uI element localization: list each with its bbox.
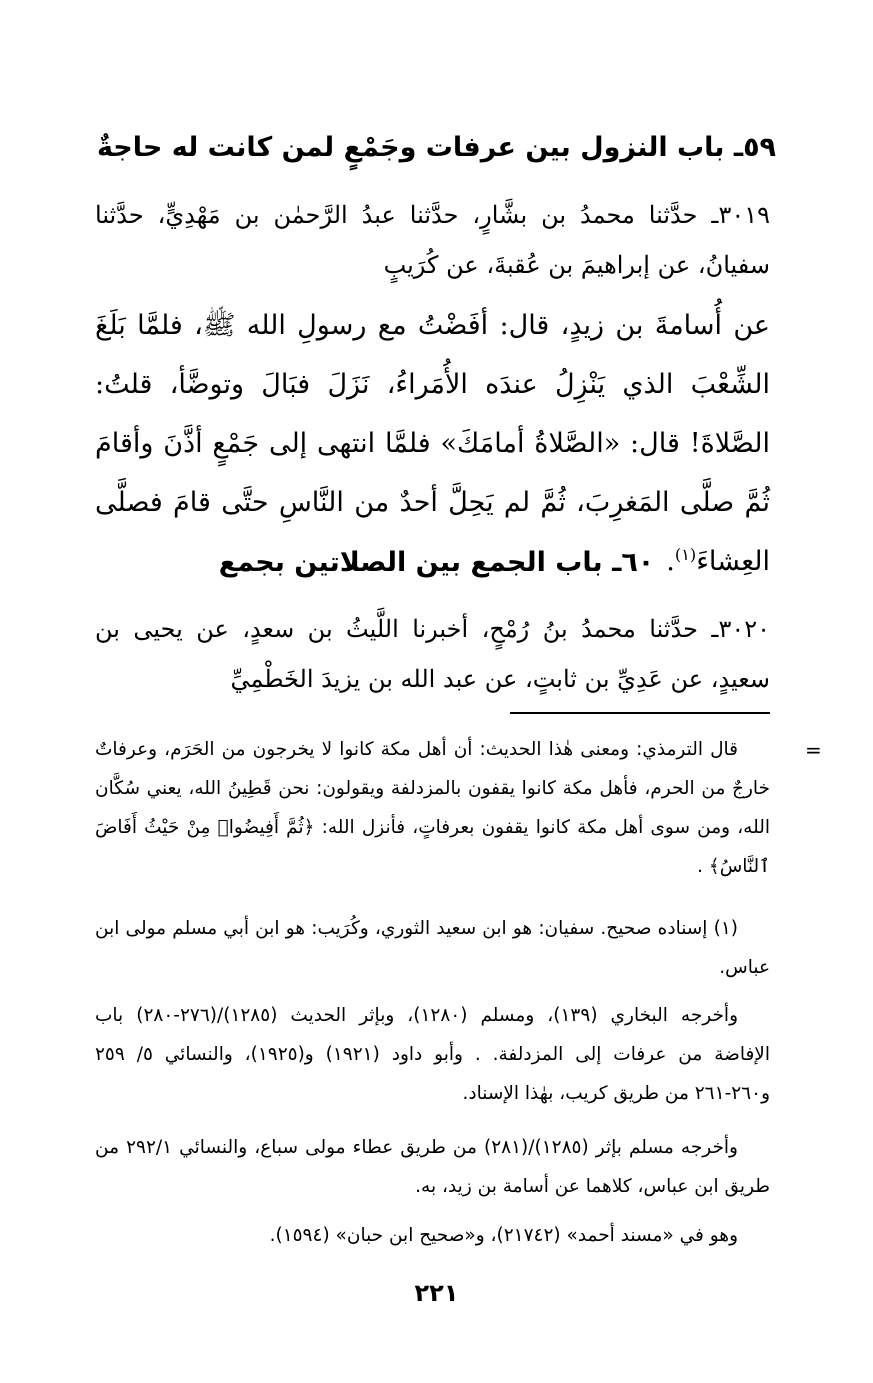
footnote-1-takhrij [95, 996, 770, 1113]
hadith-3020-isnad: ٣٠٢٠ـ حدَّثنا محمدُ بنُ رُمْحٍ، أخبرنا اللَّيثُ بن سعدٍ، عن يحيى بن سعيدٍ، عن عَدِيِّ بن ثابتٍ، عن عبد الله بن يزيدَ الخَطْمِيِّ [95, 615, 770, 693]
footnote-1-takhrij-text: وأخرجه البخاري (١٣٩)، ومسلم (١٢٨٠)، وبإثر الحديث (١٢٨٥)/(٢٧٦-٢٨٠) باب الإفاضة من عرفات إلى المزدلفة. . وأبو داود (١٩٢١) و(١٩٢٥)، والنسائي ٥/ ٢٥٩ و٢٦٠-٢٦١ من طريق كريب، بهٰذا الإسناد. [95, 1005, 770, 1104]
footnote-separator [510, 712, 770, 714]
chapter-59-heading: ٥٩ـ باب النزول بين عرفات وجَمْعٍ لمن كانت له حاجةٌ [96, 132, 777, 163]
footnote-1-takhrij-2 [95, 1128, 770, 1206]
hadith-3019-matn-text: عن أُسامةَ بن زيدٍ، قال: أفَضْتُ مع رسولِ الله ﷺ، فلمَّا بَلَغَ الشِّعْبَ الذي يَنْزِلُ عندَه الأُمَراءُ، نَزَلَ فبَالَ وتوضَّأ، قلتُ: الصَّلاةَ! قال: «الصَّلاةُ أمامَكَ» فلمَّا انتهى إلى جَمْعٍ أذَّنَ وأقامَ ثُمَّ صلَّى المَغرِبَ، ثُمَّ لم يَحِلَّ أحدٌ من النَّاسِ حتَّى قامَ فصلَّى العِشاءَ [95, 310, 770, 577]
footnote-1-text: (١) إسناده صحيح. سفيان: هو ابن سعيد الثوري، وكُرَيب: هو ابن أبي مسلم مولى ابن عباس. [95, 918, 770, 978]
page-number: ٢٢١ [414, 1279, 459, 1307]
chapter-60-heading: ٦٠ـ باب الجمع بين الصلاتين بجمع [218, 547, 655, 578]
hadith-3019-isnad: ٣٠١٩ـ حدَّثنا محمدُ بن بشَّارٍ، حدَّثنا عبدُ الرَّحمٰن بن مَهْدِيٍّ، حدَّثنا سفيانُ، عن إبراهيمَ بن عُقبةَ، عن كُرَيبٍ [95, 201, 770, 279]
footnote-ref-1: (١) [674, 545, 697, 564]
footnote-continuation-text: قال الترمذي: ومعنى هٰذا الحديث: أن أهل مكة كانوا لا يخرجون من الحَرَم، وعرفاتٌ خارجٌ من الحرم، فأهل مكة كانوا يقفون بالمزدلفة ويقولون: نحن قَطِينُ الله، يعني سُكَّان الله، ومن سوى أهل مكة كانوا يقفون بعرفاتٍ، فأنزل الله: ﴿ثُمَّ أَفِيضُوا۟ مِنْ حَيْثُ أَفَاضَ ٱلنَّاسُ﴾ . [95, 739, 770, 877]
footnote-1 [95, 909, 770, 987]
footnote-1-refs-text: وهو في «مسند أحمد» (٢١٧٤٢)، و«صحيح ابن حبان» (١٥٩٤). [269, 1225, 738, 1246]
matn-end-mark: . [666, 546, 675, 577]
continuation-mark: = [805, 738, 822, 762]
footnote-continuation [95, 730, 770, 886]
footnote-1-takhrij-2-text: وأخرجه مسلم بإثر (١٢٨٥)/(٢٨١) من طريق عطاء مولى سباع، والنسائي ٢٩٢/١ من طريق ابن عباس، كلاهما عن أسامة بن زيد، به. [95, 1137, 770, 1197]
footnote-1-refs [95, 1216, 770, 1255]
